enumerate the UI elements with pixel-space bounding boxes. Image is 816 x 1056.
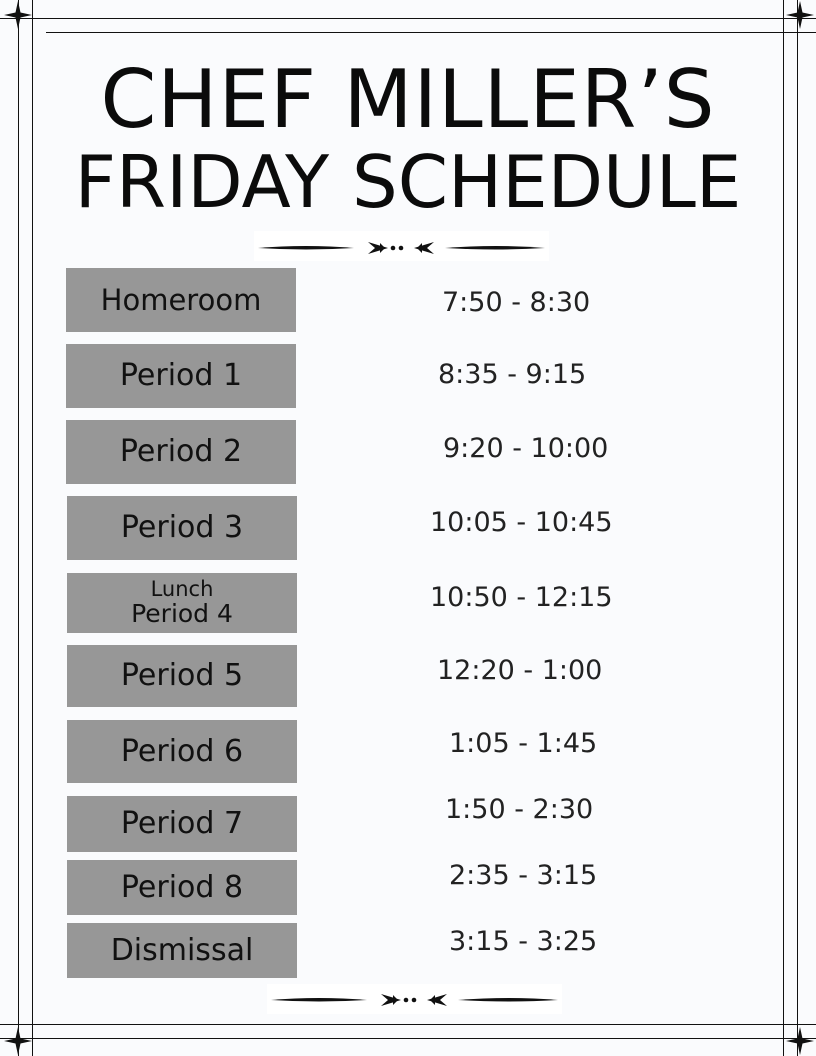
period-name: Dismissal — [110, 932, 254, 968]
period-label-period-3 — [67, 496, 297, 560]
period-note-lunch: Lunch — [150, 577, 214, 601]
period-time-period-6: 1:05 - 1:45 — [449, 728, 598, 759]
period-label-period-5 — [67, 645, 297, 707]
period-name: Period 4 — [131, 599, 233, 628]
frame-line-top-inner — [46, 32, 816, 33]
period-name: Homeroom — [100, 283, 262, 317]
period-label-period-4 — [67, 573, 297, 633]
period-time-period-2: 9:20 - 10:00 — [443, 433, 609, 464]
period-label-period-2 — [66, 420, 296, 484]
period-name: Period 2 — [119, 434, 243, 469]
frame-line-bottom-inner — [0, 1024, 816, 1025]
corner-star-icon-top-left — [4, 1, 32, 29]
period-time-period-3: 10:05 - 10:45 — [430, 507, 613, 538]
period-label-dismissal — [67, 923, 297, 978]
period-name: Period 3 — [120, 510, 244, 545]
period-label-homeroom — [66, 268, 296, 332]
period-time-period-7: 1:50 - 2:30 — [445, 794, 594, 825]
page-title-line-2: FRIDAY SCHEDULE — [74, 140, 742, 224]
period-name: Period 1 — [119, 358, 243, 393]
fleuron-divider-icon-top — [254, 231, 549, 261]
period-time-dismissal: 3:15 - 3:25 — [449, 926, 598, 957]
period-label-period-1 — [66, 344, 296, 408]
corner-star-icon-bottom-left — [4, 1027, 32, 1055]
corner-star-icon-bottom-right — [786, 1027, 814, 1055]
period-time-period-5: 12:20 - 1:00 — [437, 655, 603, 686]
period-label-period-7 — [67, 796, 297, 852]
period-name: Period 5 — [120, 658, 244, 693]
frame-line-bottom-outer — [0, 1038, 816, 1039]
period-time-period-4: 10:50 - 12:15 — [430, 582, 613, 613]
period-name: Period 6 — [120, 733, 244, 769]
corner-star-icon-top-right — [786, 1, 814, 29]
fleuron-divider-icon-bottom — [267, 984, 562, 1014]
period-label-period-8 — [67, 860, 297, 915]
period-time-period-1: 8:35 - 9:15 — [438, 359, 587, 390]
frame-line-top-outer — [0, 18, 816, 19]
period-time-homeroom: 7:50 - 8:30 — [442, 287, 591, 318]
page-title-line-1: CHEF MILLER’S — [100, 53, 716, 146]
period-name: Period 8 — [120, 869, 244, 905]
period-time-period-8: 2:35 - 3:15 — [449, 860, 598, 891]
period-name: Period 7 — [120, 806, 244, 841]
period-label-period-6 — [67, 720, 297, 783]
